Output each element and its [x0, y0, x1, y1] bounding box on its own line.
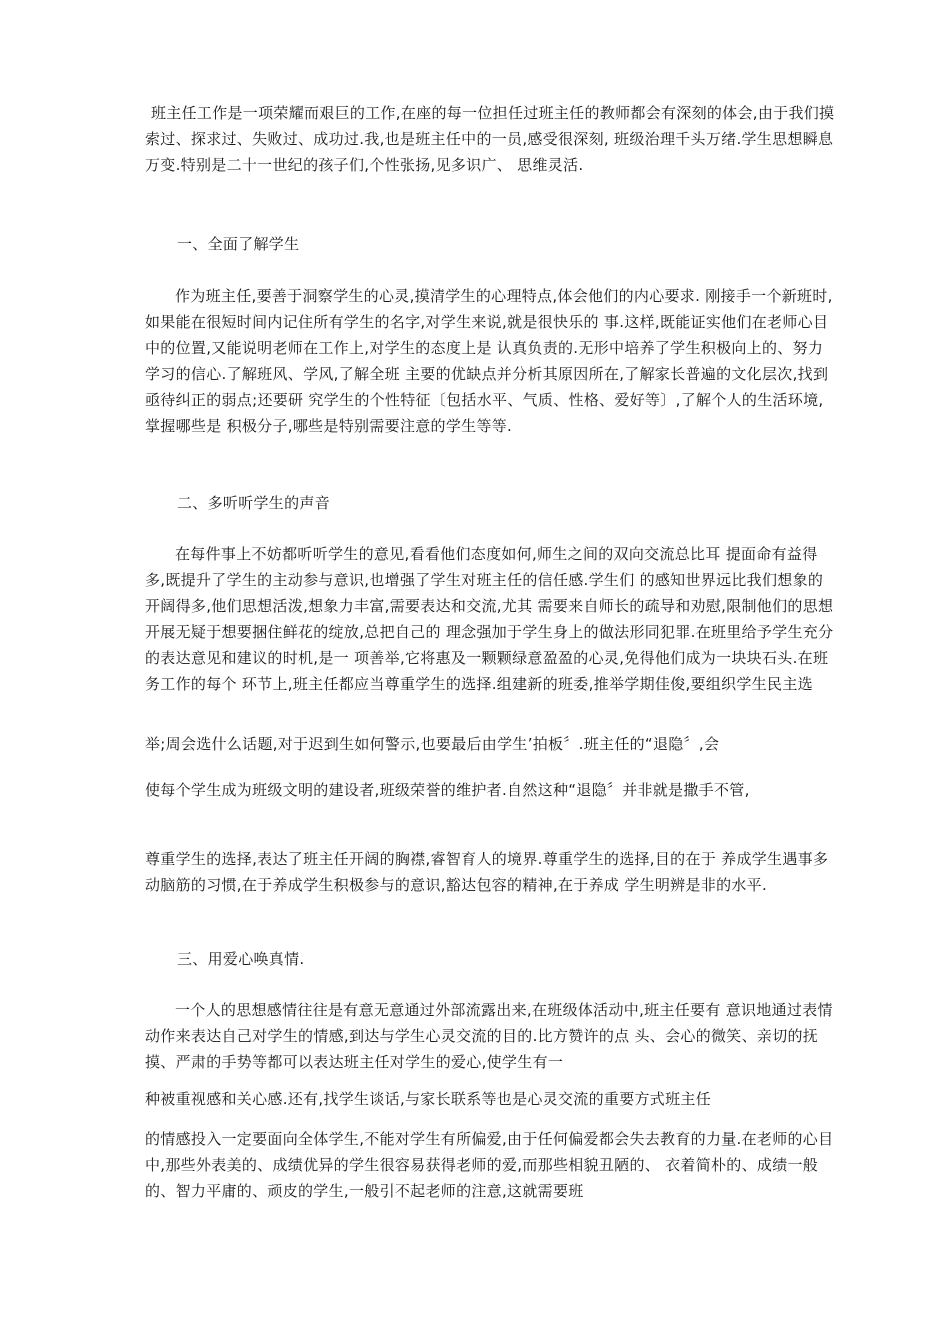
paragraph-section-3-cont-2: 的情感投入一定要面向全体学生,不能对学生有所偏爱,由于任何偏爱都会失去教育的力量.在老师的心目中,那些外表美的、成绩优异的学生很容易获得老师的爱,而那些相貌丑陋的、 衣着简朴的、成绩一般的、智力平庸的、顽皮的学生,一般引不起老师的注意,这就需要班 [145, 1130, 834, 1200]
paragraph-section-2-cont-3: 尊重学生的选择,表达了班主任开阔的胸襟,睿智育人的境界.尊重学生的选择,目的在于 养成学生遇事多动脑筋的习惯,在于养成学生积极参与的意识,豁达包容的精神,在于养成 学生明辨是非的水平. [145, 850, 829, 894]
paragraph-section-2-cont-1: 举;周会选什么话题,对于迟到生如何警示,也要最后由学生’拍板〞.班主任的“退隐〞,会 [145, 735, 720, 753]
paragraph-section-2-cont-2: 使每个学生成为班级文明的建设者,班级荣誉的维护者.自然这种“退隐〞并非就是撒手不管, [145, 781, 750, 799]
section-heading-1: 一、全面了解学生 [177, 235, 300, 253]
section-heading-2: 二、多听听学生的声音 [177, 494, 331, 512]
paragraph-section-3: 一个人的思想感情往往是有意无意通过外部流露出来,在班级体活动中,班主任要有 意识地通过表情动作来表达自己对学生的情感,到达与学生心灵交流的目的.比方赞许的点 头、会心的微笑、亲切的抚摸、严肃的手势等都可以表达班主任对学生的爱心,使学生有一 [145, 1001, 833, 1071]
section-heading-3: 三、用爱心唤真情. [177, 950, 305, 968]
paragraph-section-2: 在每件事上不妨都听听学生的意见,看看他们态度如何,师生之间的双向交流总比耳 提面命有益得多,既提升了学生的主动参与意识,也增强了学生对班主任的信任感.学生们 的感知世界远比我们想象的开阔得多,他们思想活泼,想象力丰富,需要表达和交流,尤其 需要来自师长的疏导和劝慰,限制他们的思想开展无疑于想要捆住鲜花的绽放,总把自己的 理念强加于学生身上的做法形同犯罪.在班里给予学生充分的表达意见和建议的时机,是一 项善举,它将惠及一颗颗绿意盈盈的心灵,免得他们成为一块块石头.在班务工作的每个 环节上,班主任都应当尊重学生的选择.组建新的班委,推举学期佳俊,要组织学生民主选 [145, 545, 834, 693]
paragraph-intro: 班主任工作是一项荣耀而艰巨的工作,在座的每一位担任过班主任的教师都会有深刻的体会,由于我们摸索过、探求过、失败过、成功过.我,也是班主任中的一员,感受很深刻, 班级治理千头万绪.学生思想瞬息万变.特别是二十一世纪的孩子们,个性张扬,见多识广、 思维灵活. [145, 104, 835, 174]
paragraph-section-1: 作为班主任,要善于洞察学生的心灵,摸清学生的心理特点,体会他们的内心要求. 刚接手一个新班时,如果能在很短时间内记住所有学生的名字,对学生来说,就是很快乐的 事.这样,既能证实他们在老师心目中的位置,又能说明老师在工作上,对学生的态度上是 认真负责的.无形中培养了学生积极向上的、努力学习的信心.了解班风、学风,了解全班 主要的优缺点并分析其原因所在,了解家长普遍的文化层次,找到亟待纠正的弱点;还要研 究学生的个性特征〔包括水平、气质、性格、爱好等〕,了解个人的生活环境,掌握哪些是 积极分子,哪些是特别需要注意的学生等等. [145, 287, 833, 435]
paragraph-section-3-cont-1: 种被重视感和关心感.还有,找学生谈话,与家长联系等也是心灵交流的重要方式班主任 [145, 1090, 712, 1108]
